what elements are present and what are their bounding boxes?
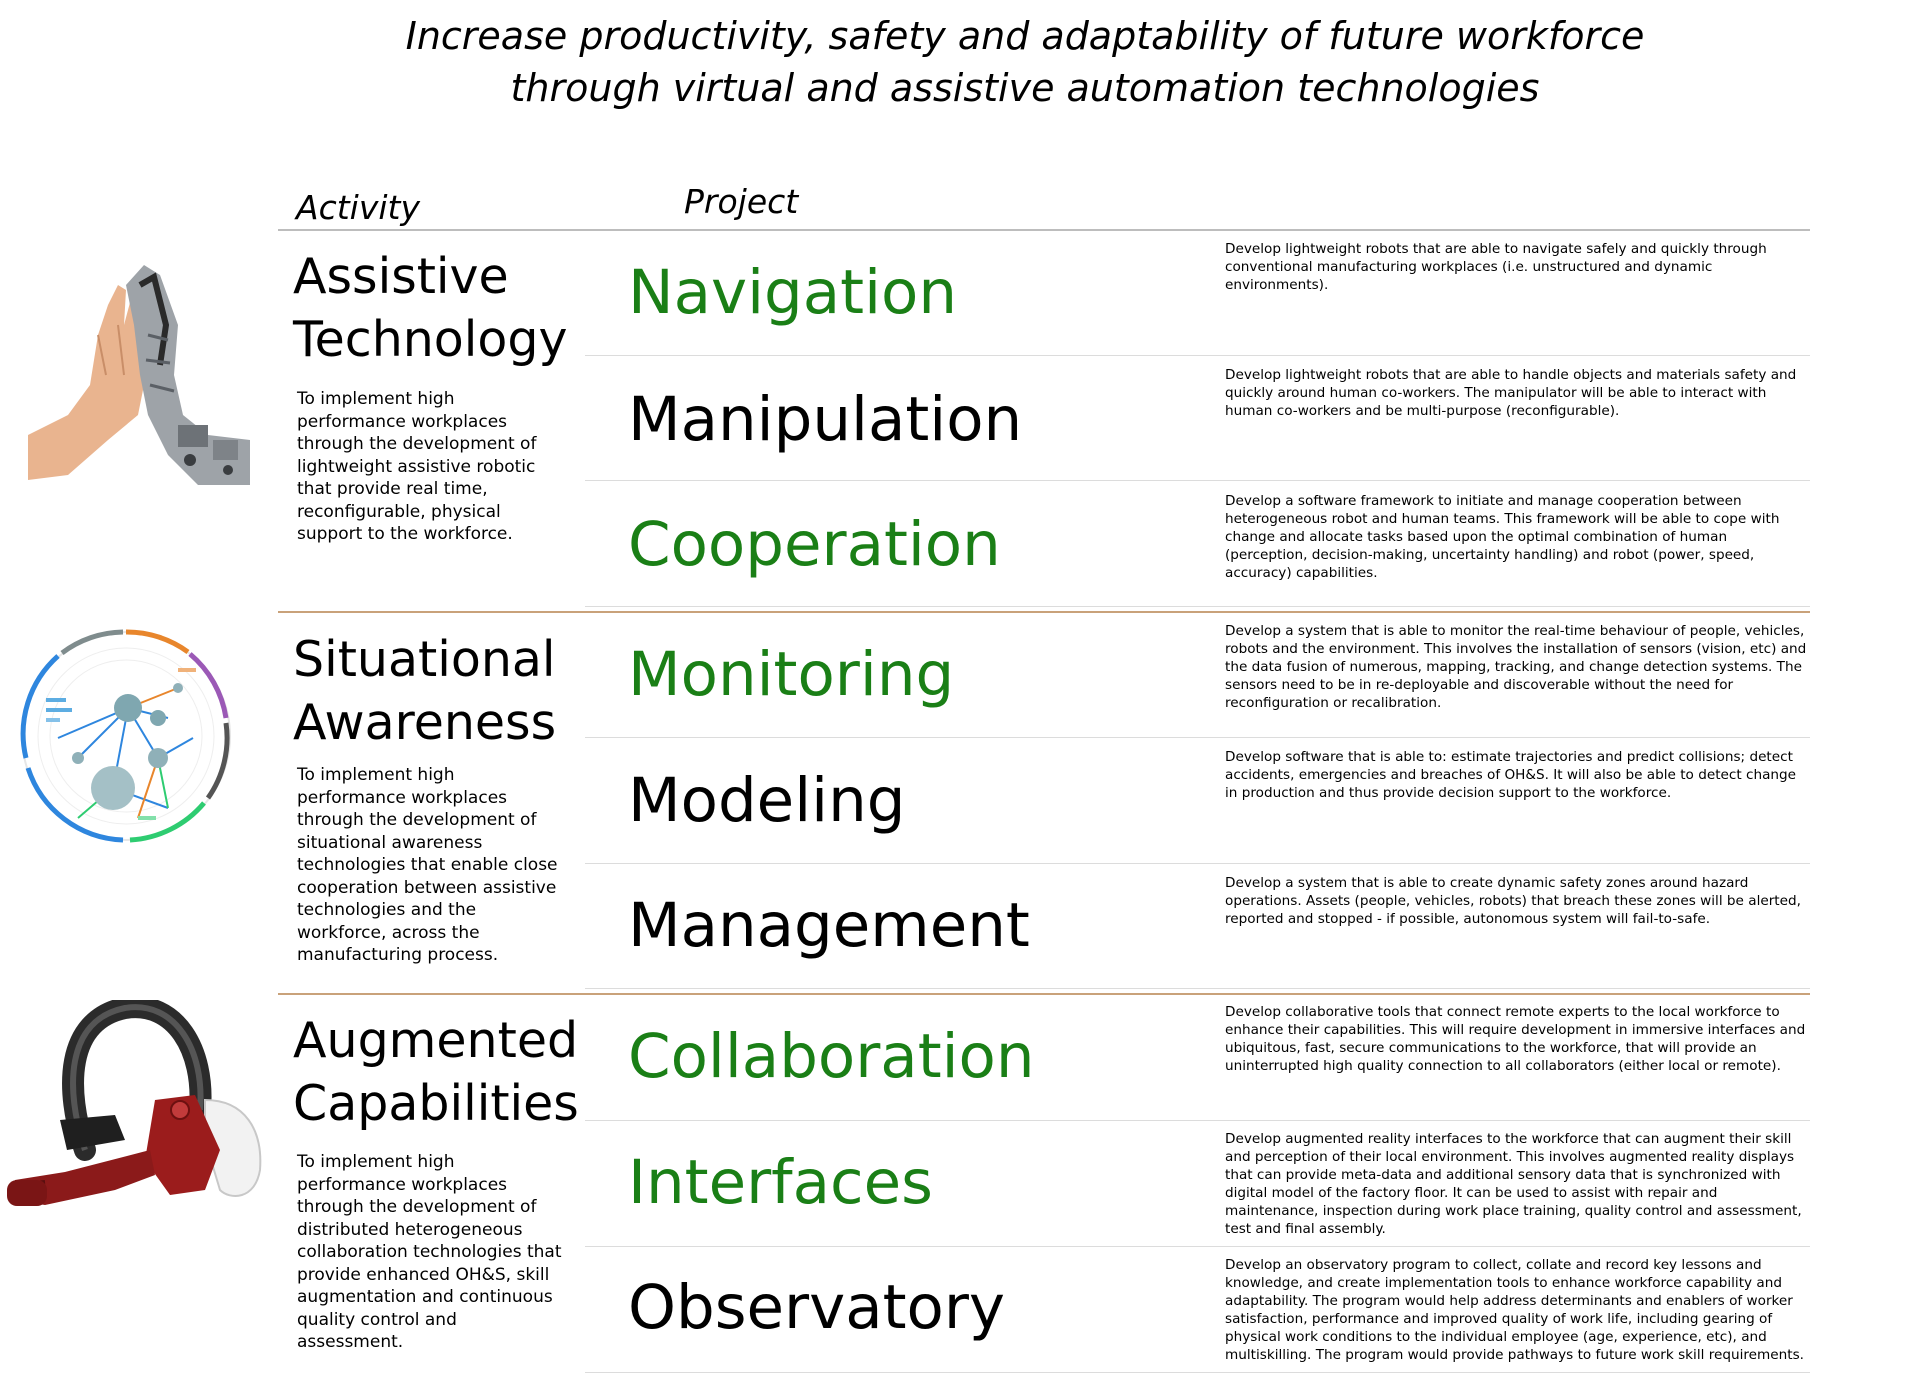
activity-title-line: Capabilities	[293, 1075, 579, 1132]
project-description: Develop an observatory program to collect, collate and record key lessons and knowledge, and create implementation tools to enhance workforce capability and adaptability. The program would help address determinants and enablers of worker satisfaction, performance and improved quality of work life, including gearing of physical work conditions to the individual employee (age, experience, etc), and multiskilling. The program would provide pathways to future work skill requirements.	[1225, 1257, 1804, 1363]
project-description: Develop a software framework to initiate and manage cooperation between heterogeneous robot and human teams. This framework will be able to cope with change and allocate tasks based upon the optimal combination of human (perception, decision-making, uncertainty handling) and robot (power, speed, accuracy) capabilities.	[1225, 493, 1780, 581]
project-monitoring: Monitoring	[628, 639, 955, 710]
project-description: Develop lightweight robots that are able to navigate safely and quickly through conventional manufacturing workplaces (i.e. unstructured and dynamic environments).	[1225, 241, 1767, 293]
row-divider	[585, 1120, 1810, 1121]
activity-title-situational-awareness	[293, 628, 556, 754]
project-interfaces: Interfaces	[628, 1147, 933, 1218]
row-divider	[585, 606, 1810, 607]
activity-title-augmented-capabilities	[293, 1009, 579, 1135]
activity-description: To implement high performance workplaces through the development of distributed heterogeneous collaboration technologies that provide enhanced OH&S, skill augmentation and continuous quality control and assessment.	[297, 1152, 562, 1352]
project-description: Develop software that is able to: estimate trajectories and predict collisions; detect accidents, emergencies and breaches of OH&S. It will also be able to detect change in production and thus provide decision support to the workforce.	[1225, 749, 1797, 801]
activity-description: To implement high performance workplaces through the development of situational awareness technologies that enable close cooperation between assistive technologies and the workforce, across the manufacturing process.	[297, 765, 558, 965]
row-divider	[585, 863, 1810, 864]
activity-title-line: Technology	[293, 311, 568, 368]
robot-hand-icon	[28, 265, 250, 485]
row-divider	[585, 737, 1810, 738]
project-cooperation: Cooperation	[628, 509, 1001, 580]
project-collaboration: Collaboration	[628, 1021, 1035, 1092]
page-title	[300, 10, 1750, 114]
project-description: Develop lightweight robots that are able to handle objects and materials safety and quickly around human co-workers. The manipulator will be able to interact with human co-workers and be multi-purpose (reconfigurable).	[1225, 367, 1797, 419]
section-divider	[278, 993, 1810, 995]
activity-column-header: Activity	[296, 188, 420, 227]
header-divider	[278, 229, 1810, 231]
title-line-1: Increase productivity, safety and adaptability of future workforce	[405, 14, 1645, 58]
project-description: Develop a system that is able to monitor the real-time behaviour of people, vehicles, robots and the environment. This involves the installation of sensors (vision, etc) and the data fusion of numerous, mapping, tracking, and change detection systems. The sensors need to be in re-deployable and discoverable without the need for reconfiguration or recalibration.	[1225, 623, 1807, 711]
activity-title-line: Awareness	[293, 694, 557, 751]
project-observatory: Observatory	[628, 1272, 1006, 1343]
project-management: Management	[628, 890, 1030, 961]
project-description: Develop collaborative tools that connect remote experts to the local workforce to enhance their capabilities. This will require development in immersive interfaces and ubiquitous, fast, secure communications to the workforce, that will provide an uninterrupted high quality connection to all collaborators (either local or remote).	[1225, 1004, 1806, 1074]
row-divider	[585, 355, 1810, 356]
project-manipulation: Manipulation	[628, 384, 1023, 455]
activity-title-line: Assistive	[293, 248, 509, 305]
project-column-header: Project	[684, 182, 799, 221]
network-circle-icon	[18, 628, 234, 844]
project-modeling: Modeling	[628, 765, 906, 836]
row-divider	[585, 1246, 1810, 1247]
activity-title-assistive-technology	[293, 245, 567, 371]
row-divider	[585, 988, 1810, 989]
activity-title-line: Situational	[293, 631, 556, 688]
activity-title-line: Augmented	[293, 1012, 579, 1069]
row-divider	[585, 480, 1810, 481]
activity-description: To implement high performance workplaces through the development of lightweight assistive robotic that provide real time, reconfigurable, physical support to the workforce.	[297, 389, 537, 544]
project-description: Develop augmented reality interfaces to the workforce that can augment their skill and perception of their local environment. This involves augmented reality displays that can provide meta-data and additional sensory data that is synchronized with digital model of the factory floor. It can be used to assist with repair and maintenance, inspection during work place training, quality control and assessment, test and final assembly.	[1225, 1131, 1802, 1237]
section-divider	[278, 611, 1810, 613]
title-line-2: through virtual and assistive automation technologies	[510, 66, 1540, 110]
project-description: Develop a system that is able to create dynamic safety zones around hazard operations. Assets (people, vehicles, robots) that breach these zones will be alerted, reported and stopped - if possible, autonomous system will fail-to-safe.	[1225, 875, 1801, 927]
project-navigation: Navigation	[628, 257, 958, 328]
headset-icon	[5, 1000, 265, 1230]
row-divider	[585, 1372, 1810, 1373]
